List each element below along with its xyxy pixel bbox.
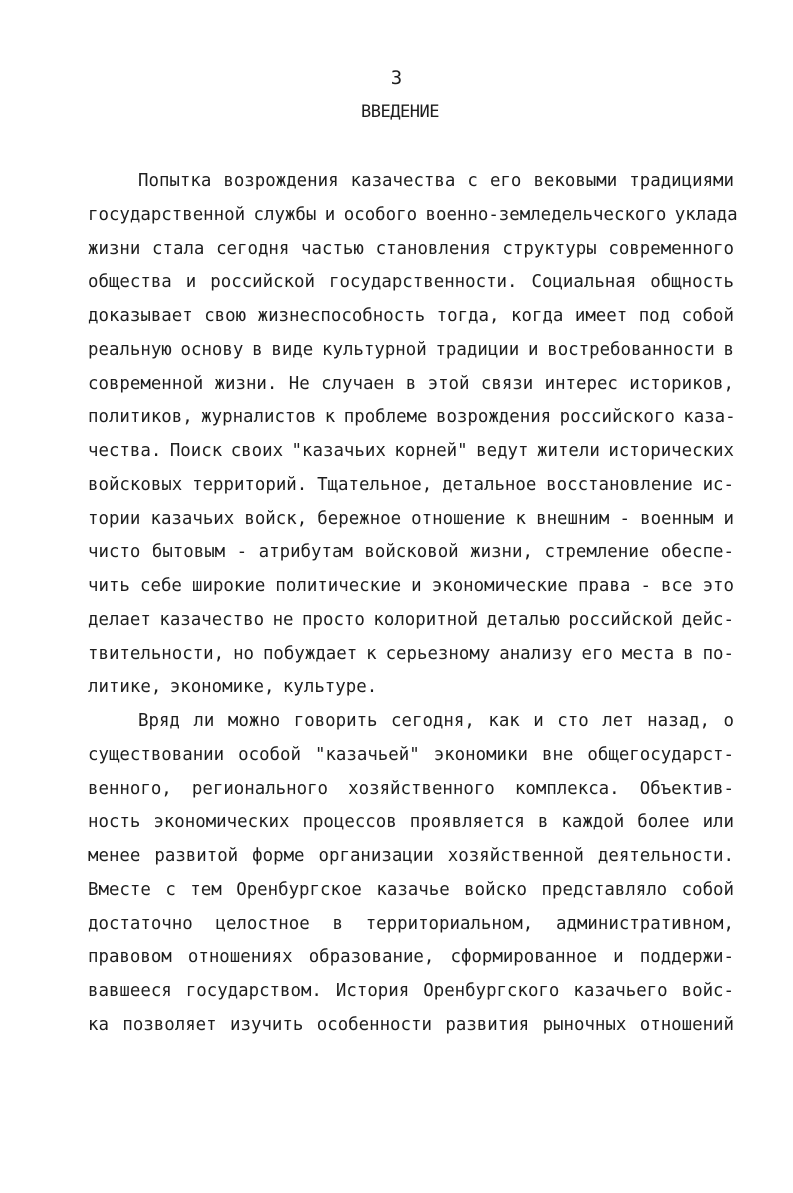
text-line: литике, экономике, культуре.: [88, 677, 378, 697]
text-line: современной жизни. Не случаен в этой связи интерес историков,: [88, 374, 734, 394]
text-line: войсковых территорий. Тщательное, детальное восстановление ис-: [88, 475, 734, 495]
text-line: государственной службы и особого военно-земледельческого уклада: [88, 205, 738, 225]
text-line: правовом отношениях образование, сформированное и поддержи-: [88, 947, 734, 967]
text-line: ность экономических процессов проявляется в каждой более или: [88, 812, 734, 832]
text-line: тории казачьих войск, бережное отношение к внешним - военным и: [88, 509, 734, 529]
text-line: реальную основу в виде культурной традиции и востребованности в: [88, 340, 734, 360]
text-line: чисто бытовым - атрибутам войсковой жизни, стремление обеспе-: [88, 542, 734, 562]
text-line: чества. Поиск своих "казачьих корней" ведут жители исторических: [88, 441, 734, 461]
text-line: Вместе с тем Оренбургское казачье войско представляло собой: [88, 880, 734, 900]
page-number: 3: [390, 67, 403, 89]
text-line: жизни стала сегодня частью становления структуры современного: [88, 239, 734, 259]
text-line: венного, регионального хозяйственного комплекса. Объектив-: [88, 779, 734, 799]
section-heading: ВВЕДЕНИЕ: [361, 102, 439, 122]
text-line: делает казачество не просто колоритной деталью российской дейс-: [88, 610, 734, 630]
text-line: Вряд ли можно говорить сегодня, как и сто лет назад, о: [138, 711, 734, 731]
text-line: политиков, журналистов к проблеме возрождения российского каза-: [88, 407, 736, 427]
text-line: ка позволяет изучить особенности развития рыночных отношений: [88, 1015, 734, 1035]
text-line: достаточно целостное в территориальном, административном,: [88, 914, 734, 934]
text-line: Попытка возрождения казачества с его вековыми традициями: [138, 171, 734, 191]
text-line: вавшееся государством. История Оренбургского казачьего войс-: [88, 981, 734, 1001]
text-line: доказывает свою жизнеспособность тогда, когда имеет под собой: [88, 306, 734, 326]
text-line: менее развитой форме организации хозяйственной деятельности.: [88, 846, 734, 866]
text-line: чить себе широкие политические и экономические права - все это: [88, 576, 734, 596]
text-line: твительности, но побуждает к серьезному анализу его места в по-: [88, 644, 734, 664]
text-line: существовании особой "казачьей" экономики вне общегосударст-: [88, 745, 734, 765]
text-line: общества и российской государственности. Социальная общность: [88, 272, 734, 292]
